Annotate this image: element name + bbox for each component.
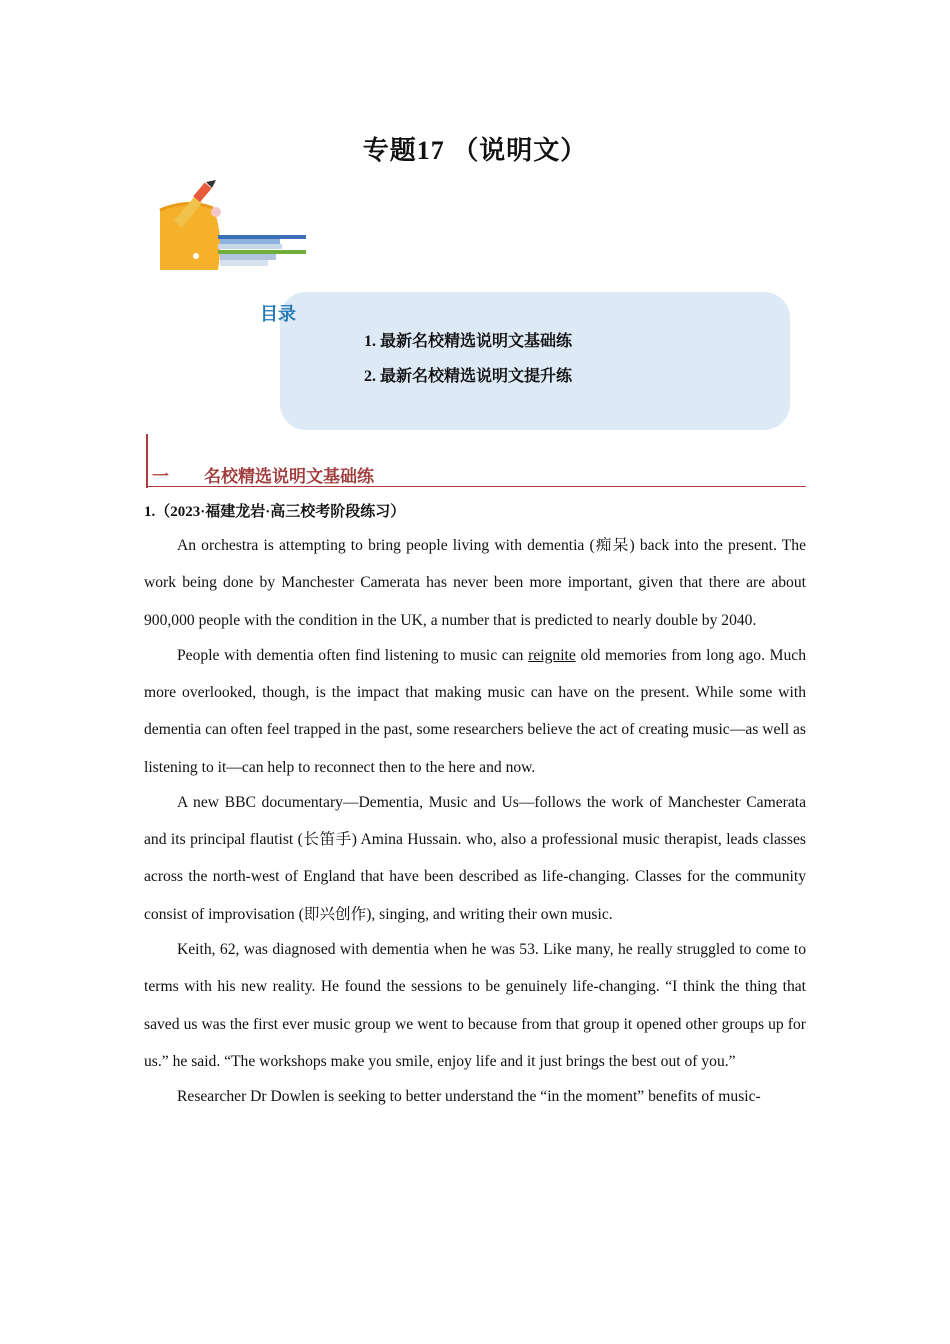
section-left-bar	[146, 434, 148, 488]
underlined-word: reignite	[528, 646, 576, 664]
paragraph-2	[144, 637, 806, 787]
books-pencil-illustration	[158, 178, 308, 273]
paragraph-2-text-b: old memories from long ago. Much more overlooked, though, is the impact that making music can have on the present. While some with dementia can often feel trapped in the past, some researchers believe the act of creating music—as well as listening to it—can help to reconnect then to the here and now.	[144, 646, 807, 776]
toc-item-1[interactable]: 1. 最新名校精选说明文基础练	[364, 333, 573, 350]
question-header: 1.（2023·福建龙岩·高三校考阶段练习）	[144, 504, 406, 520]
reading-passage	[144, 527, 806, 1113]
paragraph-5: Researcher Dr Dowlen is seeking to better understand the “in the moment” benefits of music-	[177, 1087, 761, 1105]
paragraph-2-text-a: People with dementia often find listening to music can	[177, 646, 529, 664]
paragraph-3: A new BBC documentary—Dementia, Music and Us—follows the work of Manchester Camerata and its principal flautist (长笛手) Amina Hussain. who, also a professional music therapist, leads classes across the north-west of England that have been described as life-changing. Classes for the community consist of improvisation (即兴创作), singing, and writing their own music.	[144, 793, 806, 923]
toc-item-2[interactable]: 2. 最新名校精选说明文提升练	[364, 368, 573, 385]
toc-label: 目录	[260, 304, 296, 324]
section-title: 名校精选说明文基础练	[204, 467, 374, 486]
paragraph-4: Keith, 62, was diagnosed with dementia when he was 53. Like many, he really struggled to come to terms with his new reality. He found the sessions to be genuinely life-changing. “I think the thing that saved us was the first ever music group we went to because from that group it opened other groups up for us.” he said. “The workshops make you smile, enjoy life and it just brings the best out of you.”	[144, 940, 806, 1070]
toc-panel	[280, 292, 790, 430]
section-number: 一	[152, 467, 169, 486]
paragraph-1: An orchestra is attempting to bring people living with dementia (痴呆) back into the present. The work being done by Manchester Camerata has never been more important, given that there are about 900,000 people with the condition in the UK, a number that is predicted to nearly double by 2040.	[144, 537, 806, 629]
page-title: 专题17 （说明文）	[362, 136, 588, 165]
